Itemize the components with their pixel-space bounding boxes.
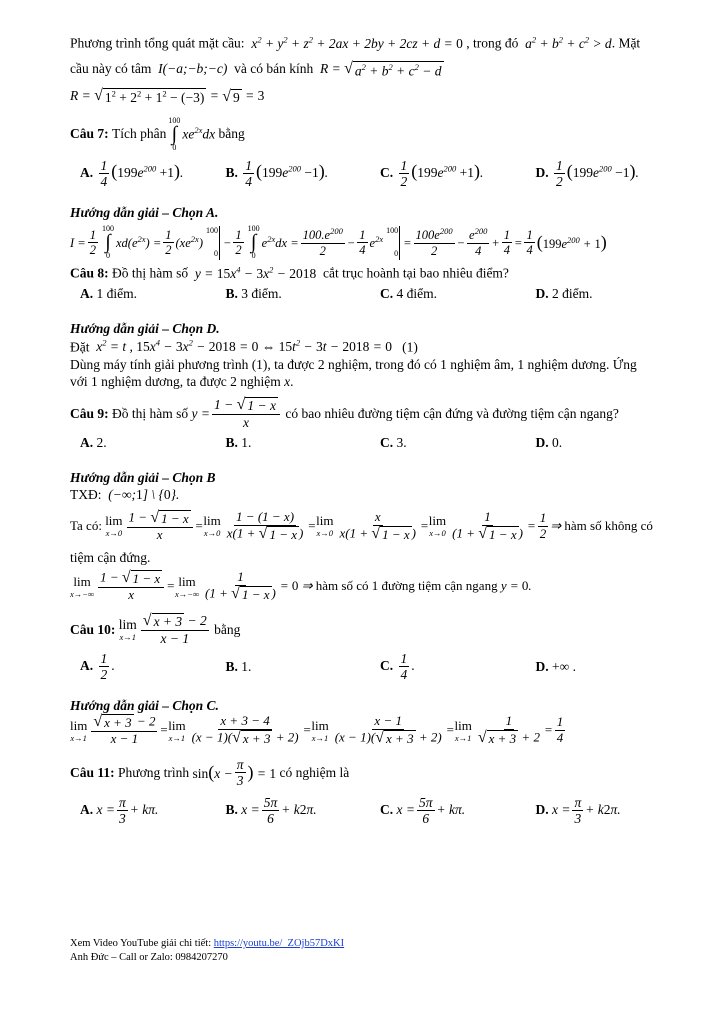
option-d[interactable] [535,435,685,451]
option-a[interactable]: A. $\frac{1}{4}$ $(199e^{200} +1)$. [80,157,184,190]
option-c[interactable] [380,435,535,451]
option-text: 4 điểm. [396,286,437,302]
solution-title: Hướng dẫn giải – Chọn C. [70,697,219,713]
question-9: Câu 9: Đồ thị hàm số y = 1 − √ 1 − x x có bao nhiêu đường tiệm cận đứng và đường tiệm cận ngang? [70,396,619,431]
radius-formula: R = √ $a^2 + b^2 + c^2 - d$ [316,59,442,79]
text: hàm số không có [564,517,653,533]
center: I(−a;−b;−c) [154,61,231,77]
question-label: Câu 8: [70,265,109,281]
option-sign: +1 [459,164,474,180]
option-letter: A. [80,164,94,180]
question-text: Tích phân [112,126,167,142]
question-8 [70,264,685,282]
option-letter: D. [535,286,549,302]
text: TXĐ: [70,487,102,503]
text: hàm số có 1 đường tiệm cận ngang [315,577,498,593]
integral: 100 ∫ 0 [168,115,181,152]
option-text: 1. [241,658,252,674]
option-sign: −1 [304,164,319,180]
option-letter: A. [80,286,94,302]
equation-tag: (1) [402,339,418,355]
option-d[interactable]: D. $\frac{1}{2}$ $(199e^{200} -1)$. [535,157,639,190]
text: . [290,374,294,390]
option-letter: C. [380,657,394,673]
option-letter: A. [80,657,94,673]
q10-solution-equation: lim x→1 √ x + 3 − 2 x − 1 = lim x→1 x + 3 − 4 (x − 1)( √ x + 3 + 2) = lim x→1 x − 1 (x − 1)( √ x + 3 + 2) = lim x→1 1 √ x + 3 + 2 = $\frac{1}{4}$ [70,713,564,747]
option-b[interactable] [226,659,380,675]
option-letter: B. [225,164,238,180]
option-letter: D. [535,801,549,817]
condition: $a^2 + b^2 + c^2 > d$ [521,34,612,51]
option-text: 0. [551,434,563,450]
option-b[interactable] [226,435,380,451]
option-text: 2 điểm. [551,286,593,302]
question-text: Đồ thị hàm số [112,406,189,422]
option-sign: −1 [615,164,630,180]
question-tail: cắt trục hoành tại bao nhiêu điểm? [323,265,509,281]
option-text: 1. [241,434,252,450]
option-b[interactable] [226,286,380,302]
option-letter: C. [380,286,394,302]
sphere-equation: $x^2 + y^2 + z^2 + 2ax + 2by + 2cz + d = 0$ [247,34,463,51]
text: cầu này có tâm [70,61,152,77]
question-tail: bằng [218,126,245,142]
question-10: Câu 10: lim x→1 √ x + 3 − 2 x − 1 bằng [70,611,241,647]
option-letter: A. [80,801,94,817]
intro-line-2 [70,60,685,79]
question-label: Câu 9: [70,406,109,422]
question-tail: có bao nhiêu đường tiệm cận đứng và đường tiệm cận ngang? [285,406,619,422]
q8-solution-line-1: Đặt $x^2 = t$ , $15x^4 - 3x^2 - 2018 = 0$ ⇔ $15t^2 - 3t - 2018 = 0$ (1) [70,337,418,355]
option-letter: A. [80,434,94,450]
question-label: Câu 10: [70,621,116,637]
solution-title: Hướng dẫn giải – Chọn B [70,469,216,485]
variable: x [284,374,291,390]
text: với 1 nghiệm dương, ta được 2 nghiệm [70,374,281,390]
option-a[interactable]: A. $\frac{1}{2}$ . [80,650,115,683]
question-label: Câu 7: [70,126,109,142]
intro-line-1 [70,34,685,52]
option-text: 3. [396,434,407,450]
option-den: 2 [400,174,408,190]
question-tail: bằng [214,621,241,637]
option-letter: C. [380,434,394,450]
option-d[interactable] [535,659,685,675]
q8-solution-line-2: Dùng máy tính giải phương trình (1), ta được 2 nghiệm, trong đó có 1 nghiệm âm, 1 nghiệm dương. Ứng [70,356,637,372]
option-letter: B. [225,434,238,450]
document-page [70,30,685,827]
question-11: Câu 11: Phương trình sin(x − $\frac{\pi}{3}$ ) = 1 có nghiệm là [70,756,350,789]
question-10-options [70,651,685,683]
text: , trong đó [466,35,519,51]
option-letter: D. [535,658,549,674]
option-den: 2 [555,174,563,190]
solution-title: Hướng dẫn giải – Chọn A. [70,204,219,220]
option-text: 2. [96,434,107,450]
option-letter: B. [225,801,238,817]
question-text: Đồ thị hàm số [112,265,189,281]
option-den: 4 [245,174,253,190]
option-c[interactable]: C. $\frac{1}{4}$ . [380,650,415,683]
radius-value: R = √ $1^2 + 2^2 + 1^2 - (-3)$ = √ 9 = 3 [70,86,265,106]
question-7 [70,117,685,152]
footer-text: Xem Video YouTube giải chi tiết: [70,938,212,949]
question-8-options [70,286,685,302]
q9-conclusion-1b: tiệm cận đứng. [70,549,151,565]
function: $y = 15x^4 - 3x^2 - 2018$ [191,264,317,281]
text: Đặt [70,339,90,355]
option-letter: D. [535,164,549,180]
option-b[interactable]: B. $\frac{1}{4}$ $(199e^{200} -1)$. [225,157,329,190]
option-sign: +1 [159,164,174,180]
option-d[interactable] [535,286,685,302]
q9-limit-2: lim x→−∞ 1 − √ 1 − x x = lim x→−∞ 1 (1 + √ 1 − x ) = 0 ⇒ hàm số có 1 đường tiệm cận ngang y = 0. [70,569,532,602]
option-d[interactable]: D. x = $\frac{\pi}{3}$ + k2π. [535,794,621,827]
question-tail: có nghiệm là [279,764,350,780]
option-text: 3 điểm. [241,286,282,302]
option-c[interactable]: C. x = $\frac{5\pi}{6}$ + kπ. [380,794,466,827]
option-c[interactable]: C. $\frac{1}{2}$ $(199e^{200} +1)$. [380,157,484,190]
option-text: +∞ . [551,658,576,674]
youtube-link[interactable]: https://youtu.be/_ZOjb57DxKI [213,938,345,949]
text: Ta có: [70,517,102,533]
intro-line-3 [70,87,685,106]
page-footer [70,937,344,964]
option-letter: C. [380,801,394,817]
option-c[interactable] [380,286,535,302]
option-letter: B. [225,286,238,302]
option-den: 4 [100,174,108,190]
q9-domain: TXĐ: (−∞;1] \ {0}. [70,487,180,503]
integrand: $xe^{2x}dx$ [182,125,219,142]
solution-title: Hướng dẫn giải – Chọn D. [70,321,220,337]
q7-solution-equation: I = $\frac{1}{2}$ 100 ∫ 0 $xd(e^{2x})$ = $\frac{1}{2}$ $(xe^{2x})$ 100 0 − $\frac{1}{2}$ 100 ∫ 0 $e^{2x}dx$ = $\frac{100.e^{200}}{2}$ − $\frac{1}{4}$ $e^{2x}$ 100 0 = $\frac{100e^{200}}{2}$ − $\frac{e^{200}}{4}$ + $\frac{1}{4}$ = $\frac{1}{4}$ $(199e^{200} + 1)$ [70,224,607,261]
text: và có bán kính [234,61,314,77]
option-letter: D. [535,434,549,450]
question-label: Câu 11: [70,764,115,780]
option-text: 1 điểm. [96,286,137,302]
footer-contact: Anh Đức – Call or Zalo: 0984207270 [70,951,228,963]
text: . Mặt [611,35,641,51]
question-text: Phương trình [118,764,190,780]
question-9-options [70,435,685,451]
option-b[interactable]: B. x = $\frac{5\pi}{6}$ + k2π. [225,794,317,827]
q9-limit-1: Ta có: lim x→0 1 − √ 1 − x x = lim x→0 1 − (1 − x) x(1 + √ 1 − x ) = lim x→0 x x(1 + √ 1 − x ) = lim x→0 1 (1 + √ 1 − x ) = $\frac{1}{2}$ ⇒ hàm số không có [70,508,653,542]
option-letter: B. [225,658,238,674]
option-letter: C. [380,164,394,180]
text: Phương trình tổng quát mặt cầu: [70,35,245,51]
q8-solution-line-3 [70,373,685,391]
option-a[interactable] [70,286,226,302]
question-7-options [70,158,685,190]
option-a[interactable]: A. x = $\frac{\pi}{3}$ + kπ. [80,794,159,827]
question-11-options [70,795,685,827]
option-a[interactable] [70,435,226,451]
